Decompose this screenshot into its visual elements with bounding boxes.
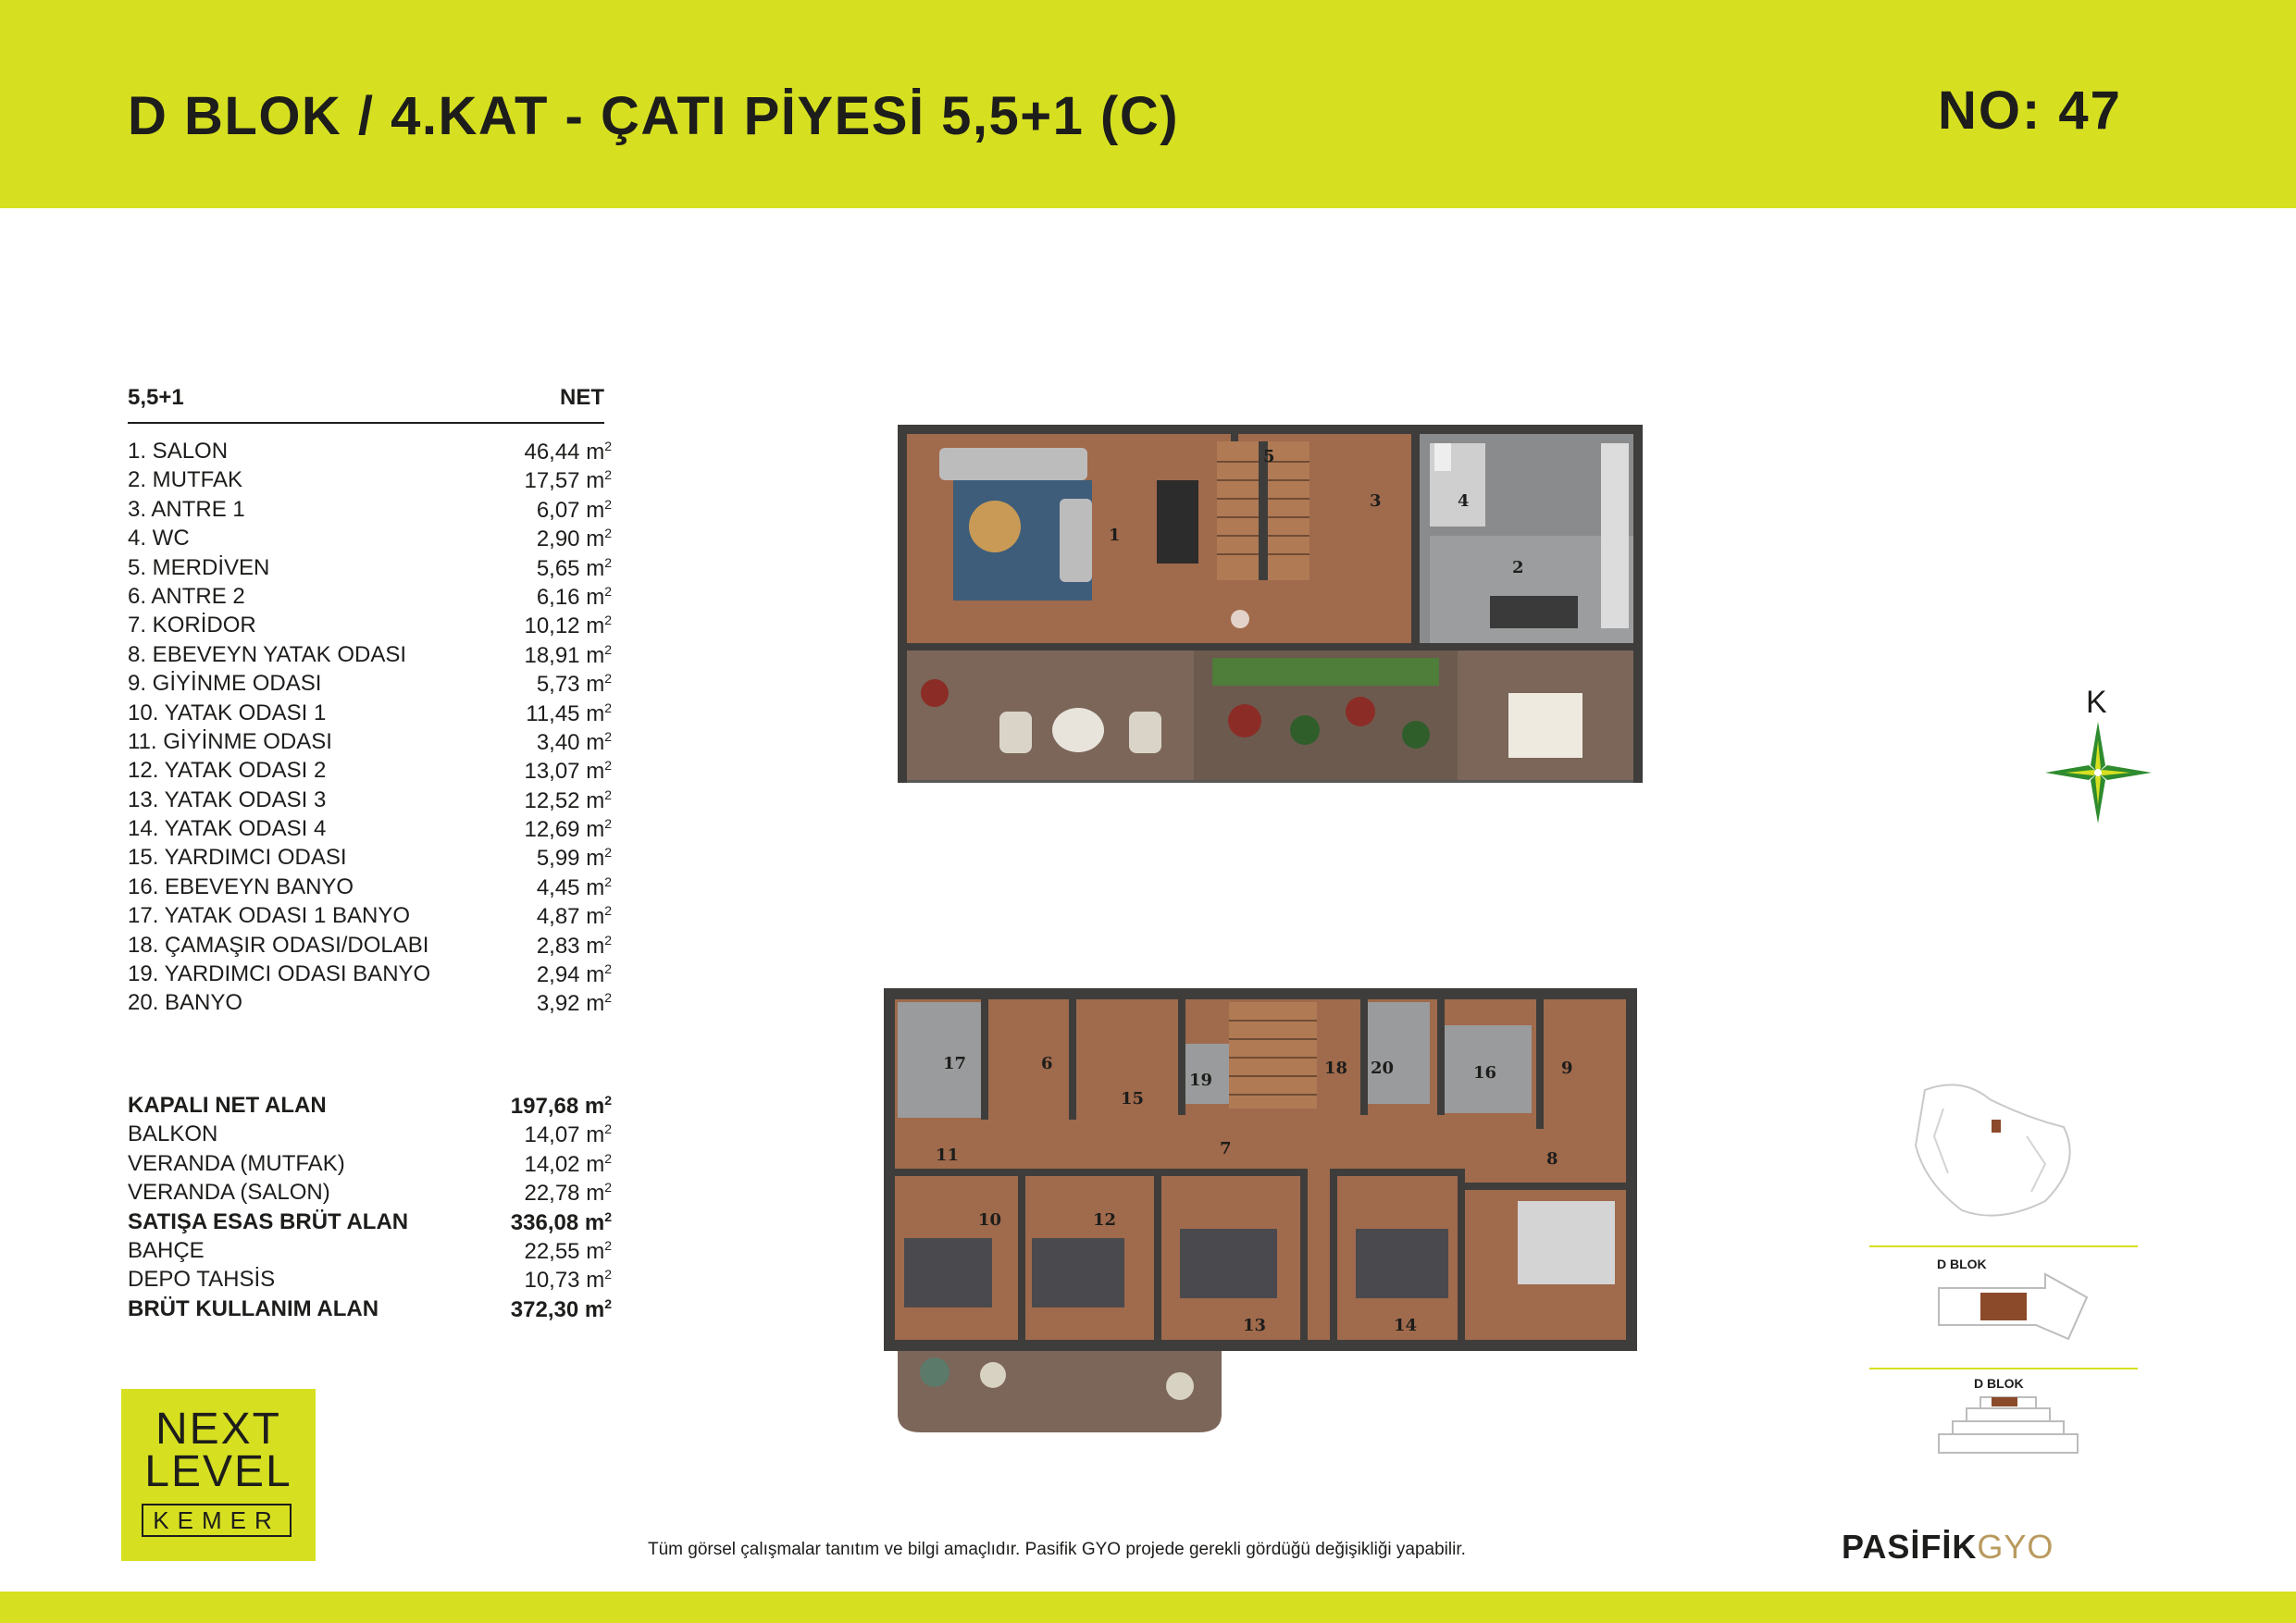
area-row bbox=[128, 1180, 612, 1208]
area-unit-exponent: 2 bbox=[604, 1237, 612, 1253]
area-value-number: 2,94 bbox=[536, 962, 580, 988]
area-value-number: 6,07 bbox=[536, 497, 580, 523]
area-row-label: 6. ANTRE 2 bbox=[128, 583, 245, 609]
site-key-plan bbox=[1906, 1072, 2082, 1229]
area-row-value bbox=[537, 874, 612, 901]
room-number-1: 1 bbox=[1109, 526, 1121, 545]
area-unit: m bbox=[586, 440, 605, 465]
area-row-label: 5. MERDİVEN bbox=[128, 554, 270, 580]
area-row-label: SATIŞA ESAS BRÜT ALAN bbox=[128, 1208, 409, 1234]
area-row bbox=[128, 555, 612, 584]
area-unit-exponent: 2 bbox=[604, 1093, 612, 1108]
area-row-value bbox=[537, 555, 612, 582]
area-unit: m bbox=[586, 904, 605, 930]
room-number-3: 3 bbox=[1370, 491, 1382, 511]
area-unit: m bbox=[586, 991, 605, 1017]
area-unit-exponent: 2 bbox=[604, 1121, 612, 1137]
area-row bbox=[128, 671, 612, 700]
area-row-label: KAPALI NET ALAN bbox=[128, 1093, 327, 1118]
area-unit: m bbox=[584, 1209, 605, 1235]
area-unit-exponent: 2 bbox=[604, 903, 612, 919]
area-row bbox=[128, 758, 612, 787]
area-row-label: 16. EBEVEYN BANYO bbox=[128, 873, 354, 899]
apartment-type: 5,5+1 bbox=[128, 385, 184, 410]
area-row bbox=[128, 816, 612, 845]
area-row-value bbox=[524, 1121, 612, 1148]
area-value-number: 6,16 bbox=[536, 584, 580, 610]
area-row-value bbox=[511, 1296, 612, 1323]
area-row-value bbox=[537, 497, 612, 524]
area-row-value bbox=[524, 758, 612, 785]
area-row-value bbox=[537, 961, 612, 988]
area-unit: m bbox=[586, 846, 605, 872]
area-row-label: 15. YARDIMCI ODASI bbox=[128, 845, 347, 871]
area-row-value bbox=[524, 467, 612, 494]
area-row-label: 19. YARDIMCI ODASI BANYO bbox=[128, 961, 431, 987]
area-unit: m bbox=[586, 729, 605, 755]
area-value-number: 10,12 bbox=[524, 613, 580, 639]
logo-line-3: KEMER bbox=[142, 1504, 292, 1537]
area-unit-exponent: 2 bbox=[604, 787, 612, 802]
area-row-label: 17. YATAK ODASI 1 BANYO bbox=[128, 903, 411, 929]
room-number-16: 16 bbox=[1473, 1063, 1497, 1083]
area-unit: m bbox=[586, 1268, 605, 1294]
next-level-kemer-logo bbox=[121, 1389, 316, 1561]
area-row-label: 3. ANTRE 1 bbox=[128, 496, 245, 522]
area-row-label: BAHÇE bbox=[128, 1237, 205, 1263]
terrace bbox=[907, 650, 1633, 780]
area-value-number: 46,44 bbox=[524, 440, 580, 465]
area-row-value bbox=[524, 1267, 612, 1294]
area-row bbox=[128, 526, 612, 554]
area-row-value bbox=[524, 439, 612, 465]
area-unit-exponent: 2 bbox=[604, 439, 612, 453]
area-row-value bbox=[524, 642, 612, 669]
area-unit-exponent: 2 bbox=[604, 496, 612, 512]
area-value-number: 22,78 bbox=[524, 1181, 580, 1207]
area-unit-exponent: 2 bbox=[604, 1150, 612, 1166]
area-unit-exponent: 2 bbox=[604, 467, 612, 483]
room-number-4: 4 bbox=[1458, 491, 1470, 511]
area-row bbox=[128, 1093, 612, 1121]
elevation-key-plan bbox=[1934, 1388, 2082, 1457]
area-row-value bbox=[537, 671, 612, 698]
room-number-19: 19 bbox=[1189, 1071, 1213, 1090]
area-unit-exponent: 2 bbox=[604, 1295, 612, 1311]
area-row-value bbox=[537, 729, 612, 756]
area-unit-exponent: 2 bbox=[604, 932, 612, 948]
logo-line-2: LEVEL bbox=[144, 1447, 292, 1496]
area-unit: m bbox=[584, 1094, 605, 1119]
area-row-value bbox=[524, 787, 612, 814]
area-row bbox=[128, 903, 612, 932]
area-row-label: 2. MUTFAK bbox=[128, 467, 243, 493]
brand-sub: GYO bbox=[1977, 1528, 2054, 1566]
area-unit-exponent: 2 bbox=[604, 990, 612, 1006]
area-unit: m bbox=[586, 817, 605, 843]
area-totals-list bbox=[128, 1093, 612, 1325]
key-divider bbox=[1869, 1245, 2138, 1247]
area-value-number: 18,91 bbox=[524, 642, 580, 668]
area-row bbox=[128, 990, 612, 1019]
area-unit-exponent: 2 bbox=[604, 873, 612, 889]
block-key-plan bbox=[1934, 1270, 2091, 1344]
room-area-list bbox=[128, 439, 612, 1020]
area-value-number: 12,52 bbox=[524, 787, 580, 813]
area-value-number: 12,69 bbox=[524, 817, 580, 843]
area-unit-exponent: 2 bbox=[604, 641, 612, 657]
area-row-label: 10. YATAK ODASI 1 bbox=[128, 700, 327, 725]
area-row-value bbox=[524, 1151, 612, 1178]
room-number-5: 5 bbox=[1263, 447, 1275, 466]
area-value-number: 13,07 bbox=[524, 759, 580, 785]
area-unit: m bbox=[586, 642, 605, 668]
area-unit-exponent: 2 bbox=[604, 613, 612, 628]
unit-number: NO: 47 bbox=[1938, 81, 2122, 141]
area-value-number: 2,90 bbox=[536, 527, 580, 552]
area-unit: m bbox=[586, 584, 605, 610]
area-row-label: 4. WC bbox=[128, 526, 190, 551]
room-number-7: 7 bbox=[1220, 1139, 1232, 1158]
area-value-number: 22,55 bbox=[524, 1238, 580, 1264]
elevation-key-label: D BLOK bbox=[1974, 1376, 2024, 1391]
area-value-number: 2,83 bbox=[536, 933, 580, 959]
area-unit-exponent: 2 bbox=[604, 1267, 612, 1282]
area-row-label: 20. BANYO bbox=[128, 990, 243, 1016]
compass bbox=[2045, 685, 2152, 824]
area-row-label: 12. YATAK ODASI 2 bbox=[128, 758, 327, 784]
area-row-label: 18. ÇAMAŞIR ODASI/DOLABI bbox=[128, 932, 429, 958]
area-value-number: 5,73 bbox=[536, 672, 580, 698]
area-row bbox=[128, 787, 612, 816]
area-unit: m bbox=[586, 497, 605, 523]
area-row bbox=[128, 1238, 612, 1267]
area-row bbox=[128, 933, 612, 961]
area-value-number: 17,57 bbox=[524, 468, 580, 494]
area-row-value bbox=[537, 990, 612, 1017]
room-number-11: 11 bbox=[936, 1146, 960, 1165]
staircase bbox=[1229, 1002, 1317, 1109]
area-value-number: 14,07 bbox=[524, 1122, 580, 1148]
area-row-value bbox=[511, 1093, 612, 1120]
area-unit: m bbox=[586, 759, 605, 785]
area-row bbox=[128, 1121, 612, 1150]
area-row bbox=[128, 874, 612, 903]
room-number-12: 12 bbox=[1093, 1210, 1117, 1230]
area-row-label: 7. KORİDOR bbox=[128, 613, 256, 638]
net-column-label: NET bbox=[560, 385, 604, 410]
area-table-header bbox=[128, 385, 604, 424]
area-row bbox=[128, 497, 612, 526]
area-row-value bbox=[526, 700, 612, 727]
room-number-10: 10 bbox=[978, 1210, 1002, 1230]
area-value-number: 5,99 bbox=[536, 846, 580, 872]
area-unit-exponent: 2 bbox=[604, 554, 612, 570]
room-number-2: 2 bbox=[1512, 558, 1524, 577]
area-value-number: 4,87 bbox=[536, 904, 580, 930]
area-value-number: 197,68 bbox=[510, 1094, 579, 1119]
area-row-label: 9. GİYİNME ODASI bbox=[128, 671, 322, 697]
area-row-value bbox=[537, 903, 612, 930]
area-row-label: 8. EBEVEYN YATAK ODASI bbox=[128, 641, 406, 667]
area-value-number: 11,45 bbox=[526, 700, 580, 726]
area-unit: m bbox=[586, 527, 605, 552]
area-unit-exponent: 2 bbox=[604, 1180, 612, 1196]
block-key-label: D BLOK bbox=[1937, 1257, 1987, 1271]
area-row bbox=[128, 439, 612, 467]
area-row bbox=[128, 467, 612, 496]
area-row bbox=[128, 845, 612, 873]
area-unit: m bbox=[584, 1296, 605, 1322]
room-number-14: 14 bbox=[1394, 1316, 1418, 1335]
area-row-value bbox=[537, 933, 612, 960]
area-row-value bbox=[524, 1238, 612, 1265]
area-unit: m bbox=[586, 874, 605, 900]
upper-floor-plan bbox=[898, 425, 1643, 783]
area-unit-exponent: 2 bbox=[604, 1208, 612, 1224]
area-unit: m bbox=[586, 1238, 605, 1264]
north-label: K bbox=[2086, 685, 2107, 720]
area-value-number: 3,92 bbox=[536, 991, 580, 1017]
area-row-label: DEPO TAHSİS bbox=[128, 1267, 276, 1293]
balcony bbox=[898, 1351, 1222, 1432]
area-value-number: 4,45 bbox=[536, 874, 580, 900]
area-value-number: 10,73 bbox=[524, 1268, 580, 1294]
room-number-15: 15 bbox=[1121, 1089, 1145, 1109]
area-row bbox=[128, 613, 612, 641]
pasifik-gyo-logo bbox=[1842, 1528, 2054, 1567]
area-row-value bbox=[537, 845, 612, 872]
area-unit: m bbox=[586, 962, 605, 988]
area-row-label: 1. SALON bbox=[128, 439, 229, 464]
area-unit: m bbox=[586, 555, 605, 581]
area-value-number: 5,65 bbox=[536, 555, 580, 581]
area-unit: m bbox=[586, 787, 605, 813]
area-unit-exponent: 2 bbox=[604, 700, 612, 715]
compass-star-icon bbox=[2045, 722, 2152, 824]
area-row-value bbox=[524, 1180, 612, 1207]
room-number-18: 18 bbox=[1324, 1059, 1348, 1078]
area-row bbox=[128, 961, 612, 990]
area-unit: m bbox=[586, 672, 605, 698]
room-number-13: 13 bbox=[1243, 1316, 1267, 1335]
area-unit: m bbox=[586, 933, 605, 959]
area-row bbox=[128, 642, 612, 671]
area-unit: m bbox=[586, 700, 605, 726]
area-row bbox=[128, 700, 612, 729]
footer-band bbox=[0, 1592, 2296, 1623]
area-row-label: BALKON bbox=[128, 1121, 218, 1147]
area-unit: m bbox=[586, 1122, 605, 1148]
area-unit: m bbox=[586, 468, 605, 494]
room-number-8: 8 bbox=[1546, 1149, 1558, 1169]
key-divider bbox=[1869, 1368, 2138, 1369]
room-number-9: 9 bbox=[1561, 1059, 1573, 1078]
brand-main: PASİFİK bbox=[1842, 1528, 1978, 1566]
room-number-20: 20 bbox=[1371, 1059, 1395, 1078]
area-row bbox=[128, 584, 612, 613]
area-row bbox=[128, 1267, 612, 1295]
area-row-label: VERANDA (MUTFAK) bbox=[128, 1150, 345, 1176]
area-row bbox=[128, 1151, 612, 1180]
area-row-value bbox=[511, 1209, 612, 1236]
logo-line-1: NEXT bbox=[155, 1405, 281, 1454]
area-value-number: 372,30 bbox=[510, 1296, 579, 1322]
area-row-value bbox=[537, 526, 612, 552]
area-unit-exponent: 2 bbox=[604, 961, 612, 977]
room-number-17: 17 bbox=[943, 1054, 967, 1073]
area-row bbox=[128, 1209, 612, 1238]
area-row-label: 11. GİYİNME ODASI bbox=[128, 728, 332, 754]
area-row-value bbox=[524, 816, 612, 843]
area-row-label: VERANDA (SALON) bbox=[128, 1180, 330, 1206]
area-value-number: 14,02 bbox=[524, 1151, 580, 1177]
area-unit: m bbox=[586, 1181, 605, 1207]
lower-floor-plan bbox=[884, 988, 1637, 1434]
area-unit-exponent: 2 bbox=[604, 583, 612, 599]
area-row bbox=[128, 1296, 612, 1325]
area-row-label: 14. YATAK ODASI 4 bbox=[128, 816, 327, 842]
area-unit-exponent: 2 bbox=[604, 671, 612, 687]
area-value-number: 336,08 bbox=[510, 1209, 579, 1235]
area-row bbox=[128, 729, 612, 758]
area-unit-exponent: 2 bbox=[604, 526, 612, 541]
disclaimer-text: Tüm görsel çalışmalar tanıtım ve bilgi amaçlıdır. Pasifik GYO projede gerekli gördüğü değişikliği yapabilir. bbox=[648, 1540, 1466, 1559]
area-value-number: 3,40 bbox=[536, 729, 580, 755]
area-unit-exponent: 2 bbox=[604, 728, 612, 744]
area-row-label: 13. YATAK ODASI 3 bbox=[128, 787, 327, 812]
page-title: D BLOK / 4.KAT - ÇATI PİYESİ 5,5+1 (C) bbox=[128, 86, 1180, 146]
area-unit: m bbox=[586, 1151, 605, 1177]
area-row-value bbox=[537, 584, 612, 611]
header-band bbox=[0, 0, 2296, 208]
area-row-label: BRÜT KULLANIM ALAN bbox=[128, 1295, 379, 1321]
area-unit: m bbox=[586, 613, 605, 639]
area-unit-exponent: 2 bbox=[604, 758, 612, 774]
area-row-value bbox=[524, 613, 612, 639]
area-unit-exponent: 2 bbox=[604, 845, 612, 861]
room-number-6: 6 bbox=[1041, 1054, 1053, 1073]
area-unit-exponent: 2 bbox=[604, 816, 612, 832]
